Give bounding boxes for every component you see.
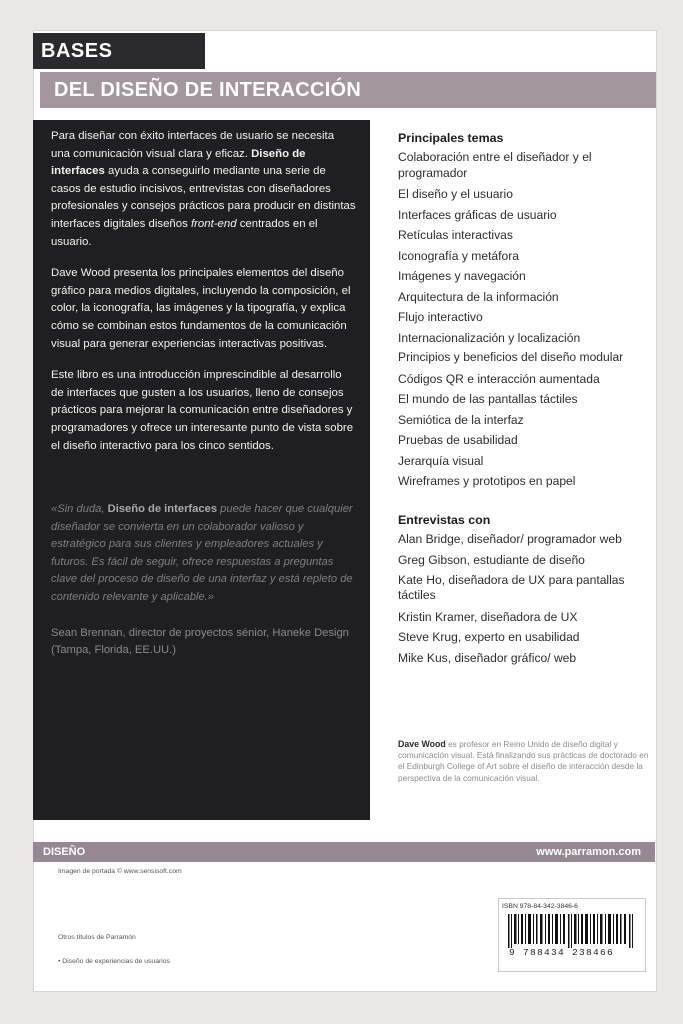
interviews-heading: Entrevistas con	[398, 512, 491, 527]
list-item: Códigos QR e interacción aumentada	[398, 371, 600, 386]
review-quote: «Sin duda, Diseño de interfaces puede hacer que cualquier diseñador se convierta en un colaborador valioso y estratégico para sus clientes y empleadores actuales y futuros. Es fácil de seguir, ofrece respuestas a preguntas clave del proceso de diseño de una interfaz y está repleto de contenido relevante y aplicable.»	[51, 503, 353, 604]
list-item: Greg Gibson, estudiante de diseño	[398, 553, 585, 567]
list-item: Interfaces gráficas de usuario	[398, 207, 557, 222]
author-bio: Dave Wood es profesor en Reino Unido de diseño digital y comunicación visual. Está finalizando sus prácticas de doctorado en el Edinburgh College of Art sobre el diseño de interacción desde la perspectiva de la comunicación visual.	[398, 739, 649, 783]
list-item: Kristin Kramer, diseñadora de UX	[398, 609, 578, 624]
cover-credit: Imagen de portada © www.sensisoft.com	[58, 868, 182, 875]
list-item: Wireframes y prototipos en papel	[398, 474, 576, 488]
category-label: DISEÑO	[43, 846, 86, 858]
list-item: Jerarquía visual	[398, 453, 484, 468]
list-item: Mike Kus, diseñador gráfico/ web	[398, 650, 577, 665]
list-item: Kate Ho, diseñadora de UX para pantallas táctiles	[398, 572, 625, 602]
isbn-barcode-digits: 9 788434 238466	[509, 947, 615, 958]
interviews-list	[398, 532, 646, 669]
blurb-paragraph-3: Este libro es una introducción imprescindible al desarrollo de interfaces que gusten a los usuarios, lleno de consejos prácticos para mejorar la comunicación entre diseñadores y programadores y ofrece un interesante punto de vista sobre el diseño interactivo para los cinco sentidos.	[51, 369, 354, 452]
list-item: Alan Bridge, diseñador/ programador web	[398, 531, 622, 546]
other-titles-heading: Otros títulos de Parramón	[58, 934, 136, 941]
list-item: Semiótica de la interfaz	[398, 412, 524, 427]
list-item: El diseño y el usuario	[398, 187, 513, 201]
list-item: Steve Krug, experto en usabilidad	[398, 630, 580, 644]
barcode-icon	[508, 914, 636, 948]
blurb-panel	[33, 120, 370, 820]
blurb-paragraph-2: Dave Wood presenta los principales elementos del diseño gráfico para medios digitales, incluyendo la composición, el color, la iconografía, las imágenes y la tipografía, y explica cómo se combinan estos fundamentos de la comunicación visual para generar experiencias interactivas positivas.	[51, 267, 351, 350]
book-title: DEL DISEÑO DE INTERACCIÓN	[40, 72, 656, 108]
list-item: El mundo de las pantallas táctiles	[398, 392, 578, 406]
list-item: Iconografía y metáfora	[398, 248, 520, 263]
other-title-item: • Diseño de experiencias de usuarios	[58, 958, 170, 965]
footer-bar	[33, 842, 655, 862]
blurb-paragraph-1: Para diseñar con éxito interfaces de usuario se necesita una comunicación visual clara y eficaz. Diseño de interfaces ayuda a conseguirlo mediante una serie de casos de estudio incisivos, entrevistas con diseñadores profesionales y consejos prácticos para producir en distintas interfaces digitales diseños front-end centrados en el usuario.	[51, 130, 356, 248]
topics-heading: Principales temas	[398, 131, 504, 145]
quote-attribution: Sean Brennan, director de proyectos sénior, Haneke Design (Tampa, Florida, EE.UU.)	[51, 626, 349, 657]
list-item: Retículas interactivas	[398, 228, 513, 242]
list-item: Pruebas de usabilidad	[398, 433, 518, 447]
list-item: Flujo interactivo	[398, 310, 483, 324]
isbn-text: ISBN 978-84-342-3846-6	[502, 903, 578, 910]
publisher-website: www.parramon.com	[536, 846, 641, 858]
list-item: Imágenes y navegación	[398, 269, 526, 283]
topics-list	[398, 150, 646, 492]
author-name: Dave Wood	[398, 739, 446, 749]
list-item: Arquitectura de la información	[398, 289, 559, 304]
list-item: Colaboración entre el diseñador y el programador	[398, 150, 592, 180]
series-label: BASES	[33, 33, 205, 69]
list-item: Principios y beneficios del diseño modular	[398, 350, 624, 364]
contents-column	[398, 128, 646, 668]
list-item: Internacionalización y localización	[398, 330, 581, 345]
